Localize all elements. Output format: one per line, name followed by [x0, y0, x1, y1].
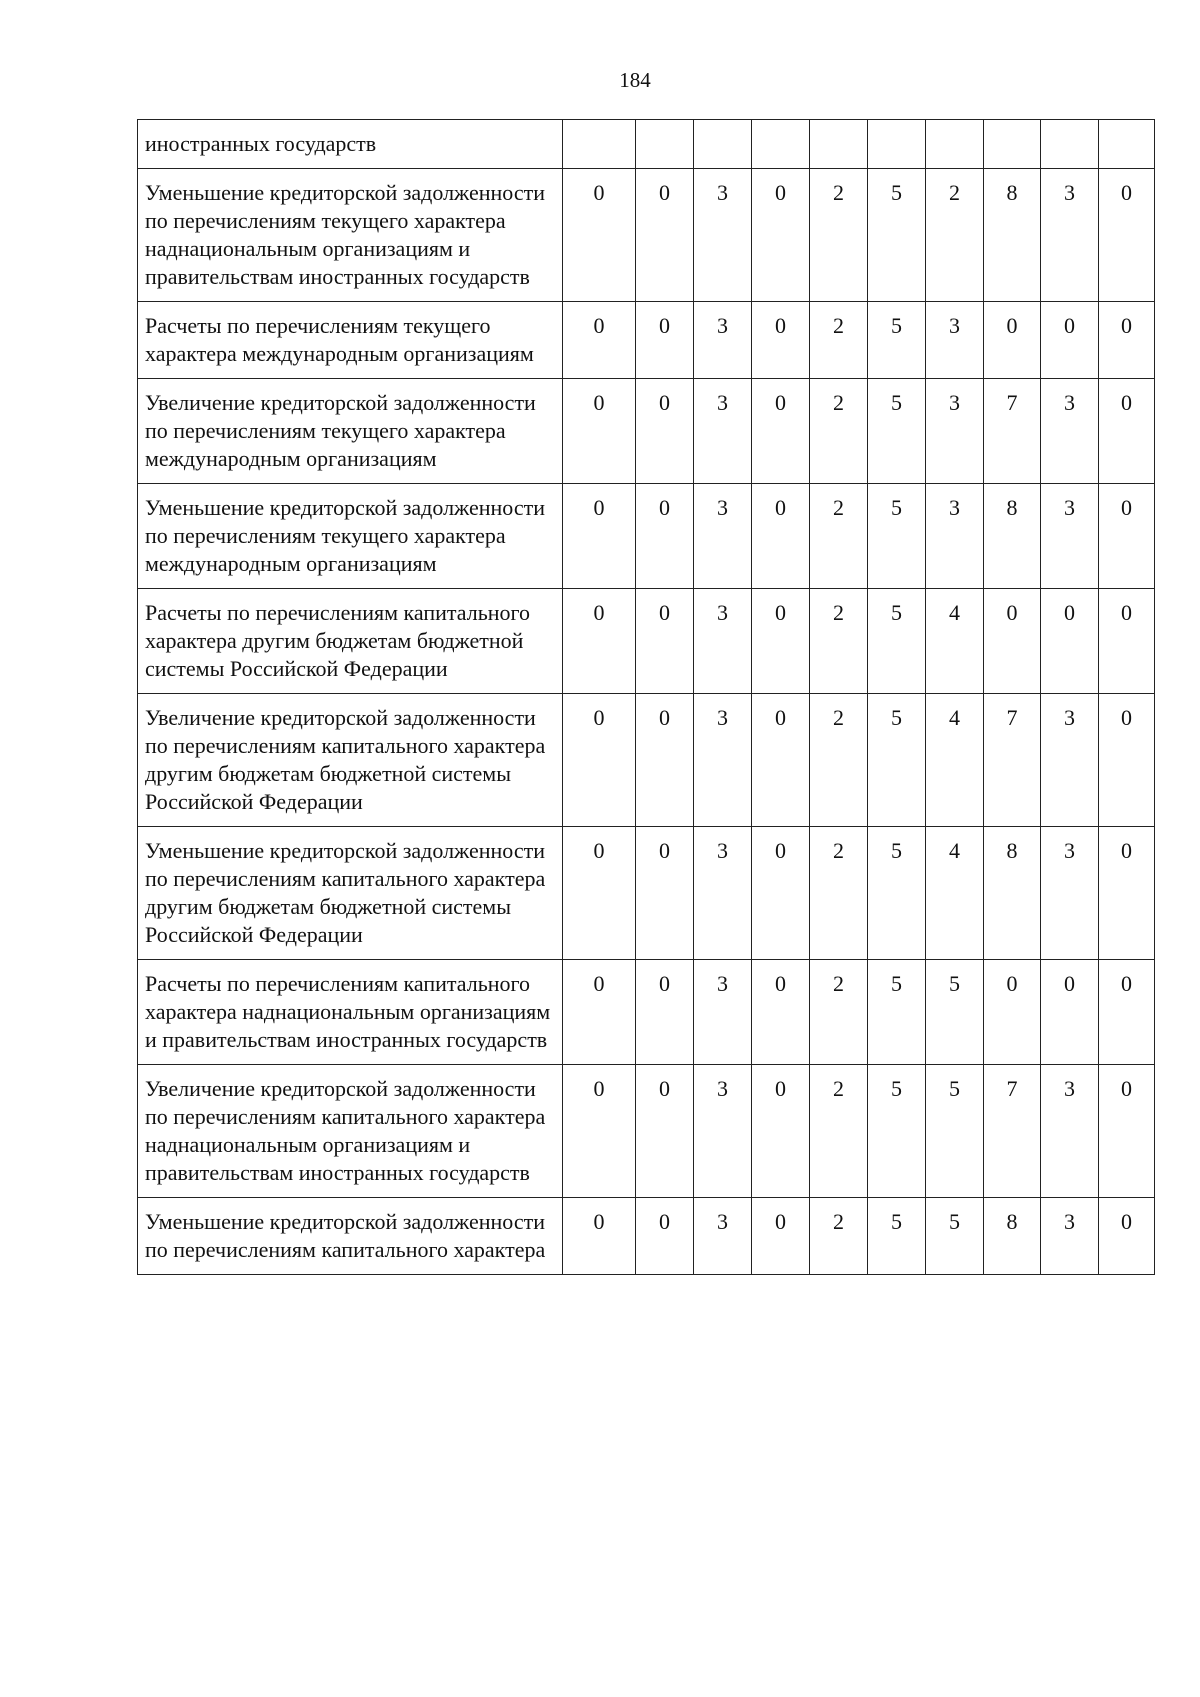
code-digit-cell: 5	[868, 302, 926, 379]
code-digit-cell	[752, 120, 810, 169]
table-row	[138, 960, 1155, 1065]
code-digit-cell: 5	[868, 694, 926, 827]
table-row	[138, 379, 1155, 484]
code-digit-cell: 2	[810, 589, 868, 694]
row-description: Расчеты по перечислениям капитального характера другим бюджетам бюджетной системы Российской Федерации	[138, 589, 563, 694]
code-digit-cell: 2	[810, 694, 868, 827]
table-row	[138, 694, 1155, 827]
table-row	[138, 484, 1155, 589]
code-digit-cell: 2	[810, 169, 868, 302]
code-digit-cell: 3	[1041, 379, 1099, 484]
code-digit-cell: 3	[694, 1065, 752, 1198]
table-body	[138, 120, 1155, 1275]
table-row	[138, 589, 1155, 694]
code-digit-cell: 7	[984, 1065, 1041, 1198]
row-description: Уменьшение кредиторской задолженности по перечислениям текущего характера международным организациям	[138, 484, 563, 589]
code-digit-cell: 0	[636, 169, 694, 302]
code-digit-cell: 3	[1041, 169, 1099, 302]
code-digit-cell: 0	[563, 1198, 636, 1275]
code-digit-cell: 0	[1099, 379, 1155, 484]
code-digit-cell	[1041, 120, 1099, 169]
code-digit-cell	[636, 120, 694, 169]
code-digit-cell: 4	[926, 827, 984, 960]
code-digit-cell: 0	[1099, 1198, 1155, 1275]
code-digit-cell: 5	[926, 1198, 984, 1275]
code-digit-cell: 0	[752, 379, 810, 484]
code-digit-cell: 0	[563, 302, 636, 379]
code-digit-cell: 0	[563, 169, 636, 302]
code-digit-cell	[1099, 120, 1155, 169]
code-digit-cell: 0	[1099, 484, 1155, 589]
code-digit-cell: 3	[1041, 694, 1099, 827]
row-description: Расчеты по перечислениям текущего характера международным организациям	[138, 302, 563, 379]
code-digit-cell: 0	[563, 379, 636, 484]
code-digit-cell: 3	[694, 589, 752, 694]
code-digit-cell: 0	[1099, 302, 1155, 379]
code-digit-cell: 3	[694, 169, 752, 302]
table-row	[138, 1198, 1155, 1275]
code-digit-cell: 8	[984, 1198, 1041, 1275]
row-description: Уменьшение кредиторской задолженности по перечислениям текущего характера наднациональным организациям и правительствам иностранных государств	[138, 169, 563, 302]
code-digit-cell: 0	[563, 694, 636, 827]
row-description: Увеличение кредиторской задолженности по перечислениям капитального характера другим бюджетам бюджетной системы Российской Федерации	[138, 694, 563, 827]
code-digit-cell: 3	[694, 379, 752, 484]
code-digit-cell: 3	[694, 484, 752, 589]
code-digit-cell	[810, 120, 868, 169]
code-digit-cell: 0	[636, 589, 694, 694]
code-digit-cell: 3	[1041, 827, 1099, 960]
code-digit-cell: 5	[868, 589, 926, 694]
code-digit-cell: 5	[926, 1065, 984, 1198]
code-digit-cell: 0	[1041, 302, 1099, 379]
code-digit-cell: 0	[1041, 960, 1099, 1065]
code-digit-cell: 3	[694, 694, 752, 827]
code-digit-cell: 0	[1099, 589, 1155, 694]
code-digit-cell: 0	[752, 169, 810, 302]
table-row	[138, 302, 1155, 379]
code-digit-cell: 7	[984, 694, 1041, 827]
code-digit-cell: 3	[1041, 1065, 1099, 1198]
code-digit-cell: 0	[563, 589, 636, 694]
code-digit-cell: 2	[810, 1065, 868, 1198]
code-digit-cell: 0	[636, 960, 694, 1065]
code-digit-cell: 0	[752, 1065, 810, 1198]
code-digit-cell: 0	[636, 694, 694, 827]
code-digit-cell	[694, 120, 752, 169]
code-digit-cell: 3	[694, 1198, 752, 1275]
row-description: Расчеты по перечислениям капитального характера наднациональным организациям и правительствам иностранных государств	[138, 960, 563, 1065]
code-digit-cell: 3	[926, 484, 984, 589]
code-digit-cell: 0	[752, 302, 810, 379]
code-digit-cell: 0	[1099, 169, 1155, 302]
code-digit-cell: 0	[984, 960, 1041, 1065]
row-description: иностранных государств	[138, 120, 563, 169]
page-number: 184	[619, 68, 651, 92]
code-digit-cell: 5	[868, 960, 926, 1065]
code-digit-cell: 3	[926, 379, 984, 484]
code-digit-cell: 8	[984, 827, 1041, 960]
code-digit-cell: 7	[984, 379, 1041, 484]
code-digit-cell: 2	[810, 1198, 868, 1275]
code-digit-cell: 0	[752, 960, 810, 1065]
row-description: Увеличение кредиторской задолженности по перечислениям капитального характера наднациональным организациям и правительствам иностранных государств	[138, 1065, 563, 1198]
code-digit-cell: 0	[636, 302, 694, 379]
code-digit-cell: 0	[636, 1065, 694, 1198]
code-digit-cell: 0	[984, 302, 1041, 379]
code-digit-cell: 3	[926, 302, 984, 379]
code-digit-cell: 0	[984, 589, 1041, 694]
table-row	[138, 169, 1155, 302]
code-digit-cell: 5	[868, 1065, 926, 1198]
code-digit-cell: 0	[752, 484, 810, 589]
code-digit-cell: 0	[752, 1198, 810, 1275]
code-digit-cell	[926, 120, 984, 169]
code-digit-cell: 0	[636, 827, 694, 960]
code-digit-cell: 4	[926, 694, 984, 827]
code-digit-cell: 2	[810, 827, 868, 960]
table-row	[138, 120, 1155, 169]
code-digit-cell: 5	[868, 379, 926, 484]
code-digit-cell: 5	[868, 484, 926, 589]
code-digit-cell: 3	[694, 960, 752, 1065]
code-digit-cell: 0	[1099, 827, 1155, 960]
code-digit-cell: 8	[984, 169, 1041, 302]
code-digit-cell: 3	[694, 302, 752, 379]
code-digit-cell	[984, 120, 1041, 169]
account-codes-table	[137, 119, 1155, 1275]
code-digit-cell: 2	[810, 960, 868, 1065]
code-digit-cell: 5	[868, 827, 926, 960]
code-digit-cell: 0	[1099, 960, 1155, 1065]
code-digit-cell: 0	[563, 827, 636, 960]
code-digit-cell: 5	[868, 1198, 926, 1275]
code-digit-cell: 0	[636, 484, 694, 589]
code-digit-cell: 0	[752, 694, 810, 827]
code-digit-cell: 0	[563, 960, 636, 1065]
code-digit-cell: 0	[636, 379, 694, 484]
code-digit-cell: 0	[563, 484, 636, 589]
row-description: Уменьшение кредиторской задолженности по перечислениям капитального характера другим бюджетам бюджетной системы Российской Федерации	[138, 827, 563, 960]
code-digit-cell: 8	[984, 484, 1041, 589]
code-digit-cell: 4	[926, 589, 984, 694]
code-digit-cell: 0	[636, 1198, 694, 1275]
code-digit-cell: 0	[1041, 589, 1099, 694]
code-digit-cell: 3	[1041, 484, 1099, 589]
row-description: Уменьшение кредиторской задолженности по перечислениям капитального характера	[138, 1198, 563, 1275]
code-digit-cell: 0	[563, 1065, 636, 1198]
code-digit-cell: 3	[694, 827, 752, 960]
code-digit-cell: 0	[752, 589, 810, 694]
code-digit-cell: 5	[926, 960, 984, 1065]
code-digit-cell: 0	[752, 827, 810, 960]
code-digit-cell: 0	[1099, 694, 1155, 827]
code-digit-cell: 2	[810, 484, 868, 589]
table-row	[138, 827, 1155, 960]
code-digit-cell: 3	[1041, 1198, 1099, 1275]
code-digit-cell: 2	[810, 379, 868, 484]
row-description: Увеличение кредиторской задолженности по перечислениям текущего характера международным организациям	[138, 379, 563, 484]
code-digit-cell	[563, 120, 636, 169]
code-digit-cell: 0	[1099, 1065, 1155, 1198]
code-digit-cell	[868, 120, 926, 169]
code-digit-cell: 2	[926, 169, 984, 302]
code-digit-cell: 5	[868, 169, 926, 302]
code-digit-cell: 2	[810, 302, 868, 379]
table-row	[138, 1065, 1155, 1198]
